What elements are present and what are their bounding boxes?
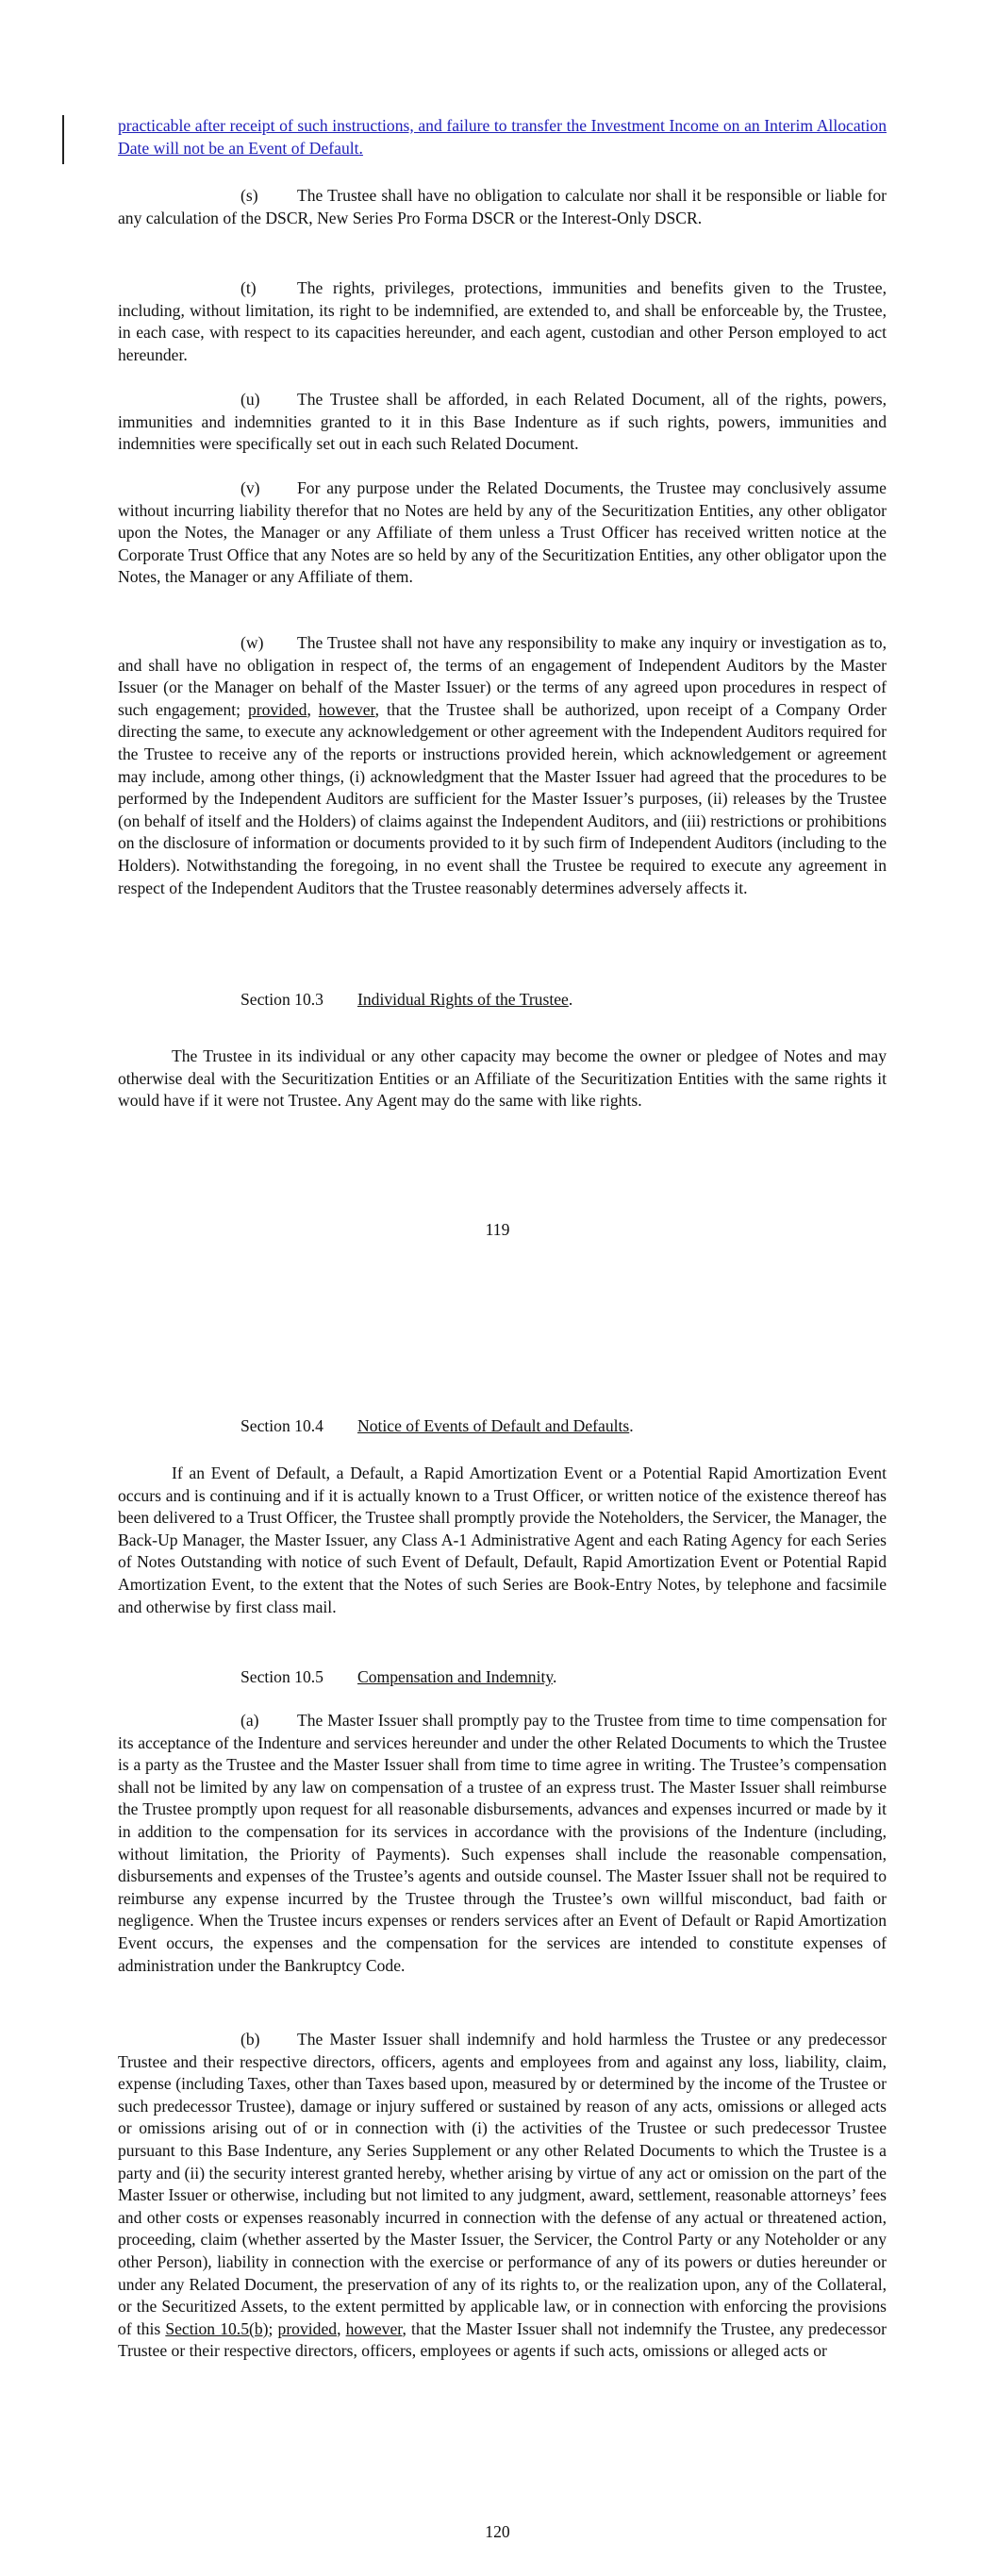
clause-s [118, 185, 887, 229]
clause-t [118, 277, 887, 366]
section-number: Section 10.4 [240, 1416, 323, 1435]
clause-label: (b) [240, 2030, 260, 2049]
page-120 [0, 1340, 995, 2576]
clause-text: The Trustee shall be afforded, in each Related Document, all of the rights, powers, immunities and indemnities granted to it in this Base Indenture as if such rights, powers, immunities and indemnities were specifically set out in each such Related Document. [118, 390, 887, 454]
clause-text-cont: , that the Master Issuer shall not indemnify the Trustee, any predecessor Trustee or their respective directors, officers, employees or agents if such acts, omissions or alleged acts or [118, 2318, 887, 2361]
clause-10-5-b: (b) The Master Issuer shall indemnify and hold harmless the Trustee or any predecessor Trustee and their respective directors, officers, agents and employees from and against any loss, liability, claim, expense (including Taxes, other than Taxes based upon, measured by or determined by the income of the Trustee or such predecessor Trustee), damage or injury suffered or sustained by reason of any acts, omissions or alleged acts or omissions arising out of or in connection with (i) the activities of the Trustee or such predecessor Trustee pursuant to this Base Indenture, any Series Supplement or any other Related Documents to which the Trustee is a party and (ii) the security interest granted hereby, whether arising by virtue of any act or omission on the part of the Master Issuer or otherwise, including but not limited to any judgment, award, settlement, reasonable attorneys’ fees and other costs or expenses reasonably incurred in connection with the defense of any actual or threatened action, proceeding, claim (whether asserted by the Master Issuer, the Servicer, the Control Party or any Noteholder or any other Person), liability in connection with the exercise or performance of any of its powers or duties hereunder or under any Related Document, the preservation of any of its rights to, or the realization upon, any of the Collateral, or the Securitized Assets, to the extent permitted by applicable law, or in connection with enforcing the provisions of this Section 10.5(b); provided, however, that the Master Issuer shall not indemnify the Trustee, any predecessor Trustee or their respective directors, officers, employees or agents if such acts, omissions or alleged acts or [118, 2030, 887, 2361]
however-term: however [345, 2318, 403, 2338]
clause-text: For any purpose under the Related Documents, the Trustee may conclusively assume without incurring liability therefor that no Notes are held by any of the Securitization Entities, any other obligator upon the Notes, the Manager or any Affiliate of them unless a Trust Officer has received written notice at the Corporate Trust Office that any Notes are so held by any of the Securitization Entities, any other obligator upon the Notes, the Manager or any Affiliate of them. [118, 478, 887, 587]
clause-label: (a) [240, 1711, 259, 1730]
clause-u [118, 389, 887, 456]
clause-label: (s) [240, 186, 258, 205]
clause-label: (v) [240, 478, 260, 497]
section-number: Section 10.5 [240, 1667, 323, 1686]
page-119 [0, 0, 995, 1274]
section-10-4-heading: Section 10.4 Notice of Events of Default and Defaults. [118, 1415, 887, 1438]
clause-label: (w) [240, 633, 264, 652]
clause-10-5-a [118, 1710, 887, 1977]
page-number: 119 [485, 1220, 510, 1239]
clause-label: (t) [240, 278, 257, 297]
however-term: however [318, 699, 375, 719]
clause-w: (w) The Trustee shall not have any responsibility to make any inquiry or investigation as to, and shall have no obligation in respect of, the terms of an engagement of Independent Auditors by the Master Issuer (or the Manager on behalf of the Master Issuer) or the terms of any agreed upon procedures in respect of such engagement; provided, however, that the Trustee shall be authorized, upon receipt of a Company Order directing the same, to execute any acknowledgement or other agreement with the Independent Auditors required for the Trustee to receive any of the reports or instructions provided herein, which acknowledgement or agreement may include, among other things, (i) acknowledgment that the Master Issuer had agreed that the procedures to be performed by the Independent Auditors are sufficient for the Master Issuer’s purposes, (ii) releases by the Trustee (on behalf of itself and the Holders) of claims against the Independent Auditors, and (iii) restrictions or prohibitions on the disclosure of information or documents provided to it by such firm of Independent Auditors (including to the Holders). Notwithstanding the foregoing, in no event shall the Trustee be required to execute any agreement in respect of the Independent Auditors that the Trustee reasonably determines adversely affects it. [118, 633, 887, 897]
clause-text: The rights, privileges, protections, immunities and benefits given to the Trustee, including, without limitation, its right to be indemnified, are extended to, and shall be enforceable by, the Trustee, in each case, with respect to its capacities hereunder, and each agent, custodian and other Person employed to act hereunder. [118, 278, 887, 364]
section-body: If an Event of Default, a Default, a Rapid Amortization Event or a Potential Rapid Amortization Event occurs and is continuing and if it is actually known to a Trust Officer, or written notice of the existence thereof has been delivered to a Trust Officer, the Trustee shall promptly provide the Noteholders, the Servicer, the Manager, the Back-Up Manager, the Master Issuer, any Class A-1 Administrative Agent and each Rating Agency for each Series of Notes Outstanding with notice of such Event of Default, Default, Rapid Amortization Event or Potential Rapid Amortization Event, to the extent that the Notes of such Series are Book-Entry Notes, by telephone and facsimile and otherwise by first class mail. [118, 1464, 887, 1616]
clause-text: The Master Issuer shall promptly pay to the Trustee from time to time compensation for its acceptance of the Indenture and services hereunder and under the other Related Documents to which the Trustee is a party as the Trustee and the Master Issuer shall from time to time agree in writing. The Trustee’s compensation shall not be limited by any law on compensation of a trustee of an express trust. The Master Issuer shall reimburse the Trustee promptly upon request for all reasonable disbursements, advances and expenses incurred or made by it in addition to the compensation for its services in accordance with the provisions of the Indenture (including, without limitation, the Priority of Payments). Such expenses shall include the reasonable compensation, disbursements and expenses of the Trustee’s agents and outside counsel. The Master Issuer shall not be required to reimburse any expense incurred by the Trustee through the Trustee’s own willful misconduct, bad faith or negligence. When the Trustee incurs expenses or renders services after an Event of Default or Rapid Amortization Event occurs, the expenses and the compensation for the services are intended to constitute expenses of administration under the Bankruptcy Code. [118, 1711, 887, 1975]
clause-v [118, 477, 887, 589]
clause-text-cont: , that the Trustee shall be authorized, upon receipt of a Company Order directing the same, to execute any acknowledgement or other agreement with the Independent Auditors required for the Trustee to receive any of the reports or instructions provided herein, which acknowledgement or agreement may include, among other things, (i) acknowledgment that the Master Issuer had agreed that the procedures to be performed by the Independent Auditors are sufficient for the Master Issuer’s purposes, (ii) releases by the Trustee (on behalf of itself and the Holders) of claims against the Independent Auditors, and (iii) restrictions or prohibitions on the disclosure of information or documents provided to it by such firm of Independent Auditors (including to the Holders). Notwithstanding the foregoing, in no event shall the Trustee be required to execute any agreement in respect of the Independent Auditors that the Trustee reasonably determines adversely affects it. [118, 699, 887, 897]
section-title: Individual Rights of the Trustee [357, 990, 569, 1009]
section-title: Compensation and Indemnity [357, 1667, 554, 1686]
provided-term: provided [247, 699, 307, 719]
revision-change-bar [62, 115, 64, 164]
section-body: The Trustee in its individual or any other capacity may become the owner or pledgee of Notes and may otherwise deal with the Securitization Entities or an Affiliate of the Securitization Entities with the same rights it would have if it were not Trustee. Any Agent may do the same with like rights. [118, 1046, 887, 1111]
section-10-5-heading: Section 10.5 Compensation and Indemnity. [118, 1666, 887, 1689]
section-10-4-body [118, 1463, 887, 1618]
section-reference: Section 10.5(b) [165, 2318, 269, 2338]
clause-text: The Master Issuer shall indemnify and hold harmless the Trustee or any predecessor Trustee and their respective directors, officers, agents and employees from and against any loss, liability, claim, expense (including Taxes, other than Taxes based upon, measured by or determined by the income of the Trustee or such predecessor Trustee), damage or injury suffered or sustained by reason of any acts, omissions or alleged acts or omissions arising out of or in connection with (i) the activities of the Trustee or such predecessor Trustee pursuant to this Base Indenture, any Series Supplement or any other Related Documents to which the Trustee is a party and (ii) the security interest granted hereby, whether arising by virtue of any act or omission on the part of the Master Issuer or otherwise, including but not limited to any judgment, award, settlement, reasonable attorneys’ fees and other costs or expenses reasonably incurred in connection with the defense of any actual or threatened action, proceeding, claim (whether asserted by the Master Issuer, the Servicer, the Control Party or any Noteholder or any other Person), liability in connection with the exercise or performance of any of its powers or duties hereunder or under any Related Document, the preservation of any of its rights to, or the realization upon, any of the Collateral, or the Securitized Assets, to the extent permitted by applicable law, or in connection with enforcing the provisions of this [118, 2030, 887, 2338]
revised-text: practicable after receipt of such instructions, and failure to transfer the Investment Income on an Interim Allocation Date will not be an Event of Default. [118, 116, 887, 158]
section-number: Section 10.3 [240, 990, 323, 1009]
section-10-3-heading: Section 10.3 Individual Rights of the Trustee. [118, 989, 887, 1012]
continuation-paragraph [118, 115, 887, 159]
provided-term: provided [277, 2318, 338, 2338]
clause-label: (u) [240, 390, 260, 409]
clause-text: The Trustee shall have no obligation to calculate nor shall it be responsible or liable for any calculation of the DSCR, New Series Pro Forma DSCR or the Interest-Only DSCR. [118, 186, 887, 227]
section-10-3-body [118, 1045, 887, 1112]
section-title: Notice of Events of Default and Defaults [357, 1416, 630, 1435]
clause-text: The Trustee shall not have any responsibility to make any inquiry or investigation as to, and shall have no obligation in respect of, the terms of an engagement of Independent Auditors by the Master Issuer (or the Manager on behalf of the Master Issuer) or the terms of any agreed upon procedures in respect of such engagement; [118, 633, 887, 719]
page-number: 120 [485, 2522, 510, 2541]
